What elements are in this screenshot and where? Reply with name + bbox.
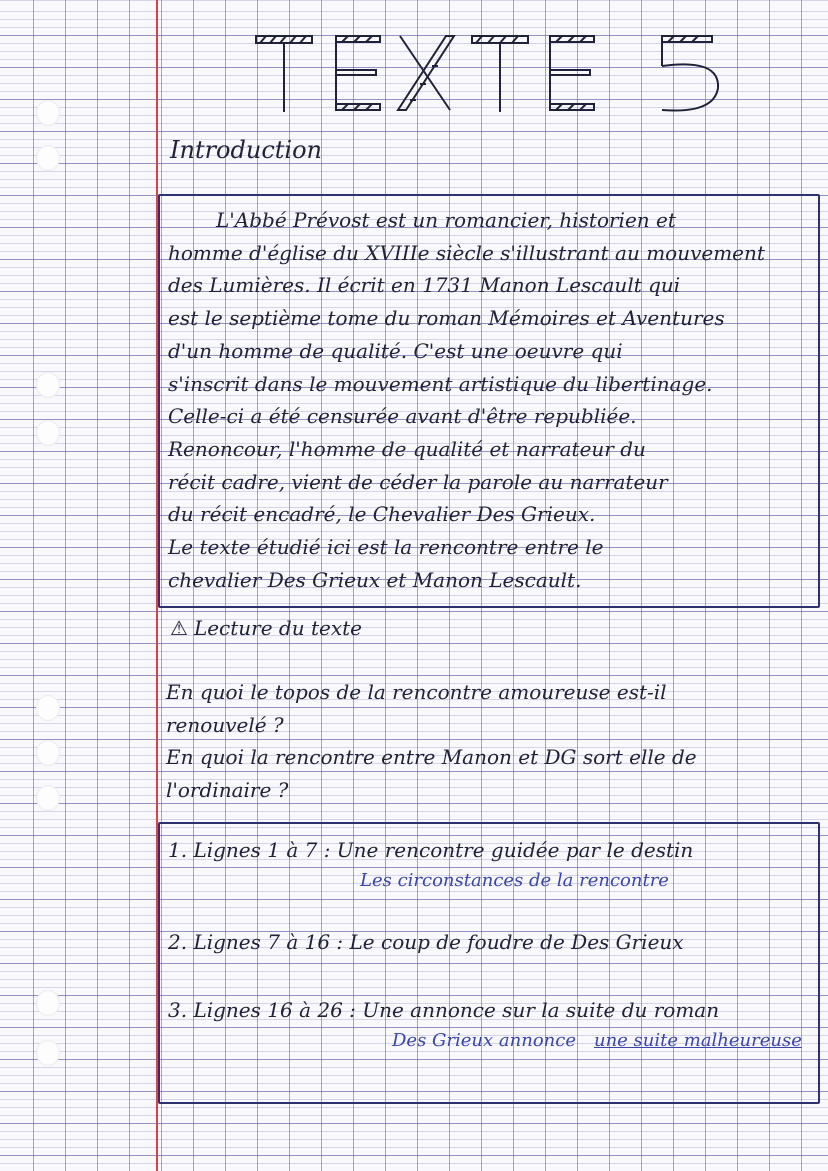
intro-line: Renoncour, l'homme de qualité et narrateur du [168,436,646,461]
binder-hole [36,100,60,126]
introduction-heading: Introduction [170,136,322,164]
problematique-line: renouvelé ? [166,712,284,737]
binder-hole [36,740,60,766]
intro-line: homme d'église du XVIIIe siècle s'illustrant au mouvement [168,240,765,265]
lecture-label: Lecture du texte [193,616,362,640]
intro-line: s'inscrit dans le mouvement artistique du libertinage. [168,371,713,396]
intro-line: Le texte étudié ici est la rencontre entre le [168,535,604,560]
binder-hole [36,420,60,446]
warning-triangle-icon: ⚠ [170,616,188,640]
title-lettering [250,18,730,118]
intro-line: est le septième tome du roman Mémoires et Aventures [168,306,725,331]
binder-hole [36,145,60,171]
intro-line: des Lumières. Il écrit en 1731 Manon Lescault qui [168,273,681,298]
binder-hole [36,695,60,721]
page-title [250,18,730,118]
intro-line: Celle-ci a été censurée avant d'être republiée. [168,404,637,429]
intro-line: d'un homme de qualité. C'est une oeuvre qui [168,338,623,363]
binder-hole [36,785,60,811]
intro-line: L'Abbé Prévost est un romancier, historien et [216,208,676,232]
plan-item: 1. Lignes 1 à 7 : Une rencontre guidée par le destin [168,838,694,862]
introduction-paragraph [168,204,808,596]
plan-item: 2. Lignes 7 à 16 : Le coup de foudre de Des Grieux [168,930,684,954]
problematique [166,676,816,807]
intro-line: récit cadre, vient de céder la parole au narrateur [168,469,668,494]
binder-hole [36,1040,60,1066]
plan-subtitle: Des Grieux annonce [392,1030,576,1051]
plan-subtitle: Les circonstances de la rencontre [360,870,669,891]
problematique-line: l'ordinaire ? [166,778,289,803]
binder-hole [36,372,60,398]
lecture-heading [170,616,362,640]
intro-line: du récit encadré, le Chevalier Des Grieux. [168,502,596,527]
plan-subtitle: une suite malheureuse [594,1030,802,1051]
plan-box [158,822,820,1104]
problematique-line: En quoi la rencontre entre Manon et DG sort elle de [166,745,697,770]
problematique-line: En quoi le topos de la rencontre amoureuse est-il [166,680,667,704]
plan-item: 3. Lignes 16 à 26 : Une annonce sur la suite du roman [168,998,720,1022]
intro-line: chevalier Des Grieux et Manon Lescault. [168,567,582,592]
binder-hole [36,990,60,1016]
